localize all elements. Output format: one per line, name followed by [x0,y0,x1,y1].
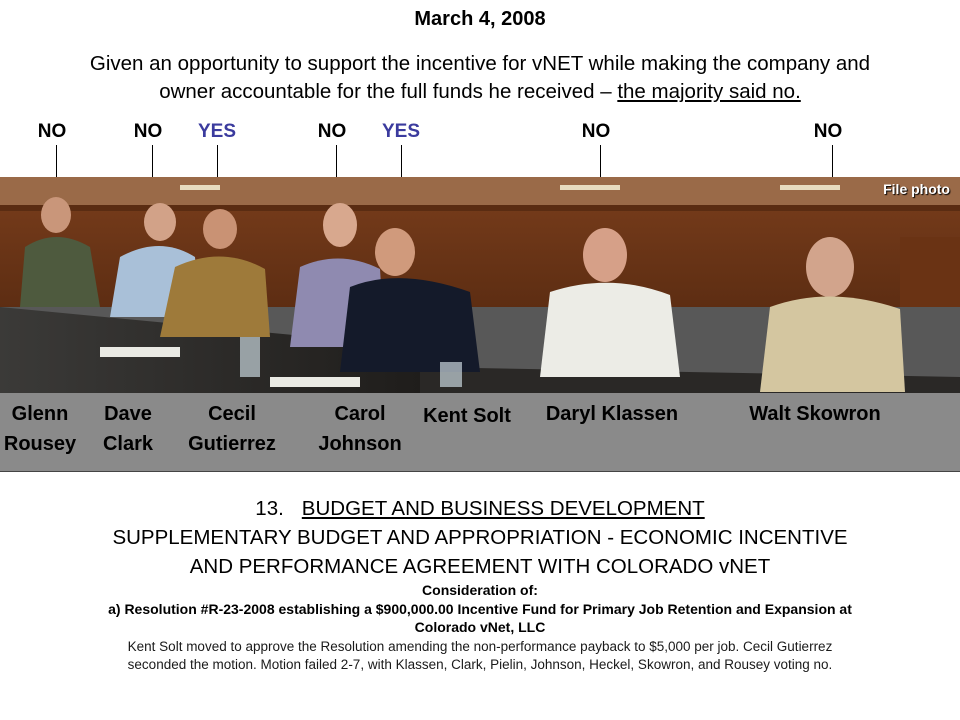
name-label-klassen: Daryl Klassen [545,403,679,425]
vote-pointer [56,145,57,177]
vote-rousey: NO [37,121,67,142]
council-photo-illustration [0,177,960,393]
name-label-rousey: Glenn Rousey [3,403,77,455]
vote-pointer [832,145,833,177]
vote-pointer [152,145,153,177]
resolution-text [0,600,960,636]
agenda-heading [0,494,960,581]
vote-pointer [401,145,402,177]
name-label-skowron: Walt Skowron [749,403,881,425]
agenda-subtitle-line-1: SUPPLEMENTARY BUDGET AND APPROPRIATION - ECONOMIC INCENTIVE [112,526,848,549]
agenda-item-number: 13. [255,497,284,520]
intro-emphasis: the majority said no. [617,80,801,103]
name-label-johnson: Carol Johnson [318,403,402,455]
motion-line-1: Kent Solt moved to approve the Resolution amending the non-performance payback to $5,000 per job. Cecil Gutierrez [127,639,833,654]
date-heading: March 4, 2008 [414,8,546,30]
agenda-item-title-row [0,494,960,523]
intro-text [0,50,960,106]
agenda-item-title: BUDGET AND BUSINESS DEVELOPMENT [301,497,705,520]
vote-solt: YES [381,121,421,142]
name-label-solt: Kent Solt [423,405,511,427]
name-label-clark: Dave Clark [102,403,154,455]
vote-pointer [336,145,337,177]
intro-line-2 [0,78,960,106]
consideration-label: Consideration of: [422,582,538,598]
intro-line-1: Given an opportunity to support the incentive for vNET while making the company and [89,52,871,75]
intro-line-2-lead: owner accountable for the full funds he received – [159,80,618,103]
council-photo [0,177,960,393]
vote-skowron: NO [813,121,843,142]
vote-pointer [217,145,218,177]
motion-line-2: seconded the motion. Motion failed 2-7, with Klassen, Clark, Pielin, Johnson, Heckel, Skowron, and Rousey voting no. [127,657,833,672]
name-label-gutierrez: Cecil Gutierrez [188,403,276,455]
vote-gutierrez: YES [197,121,237,142]
agenda-subtitle-line-2: AND PERFORMANCE AGREEMENT WITH COLORADO vNET [189,555,771,578]
resolution-line-1: a) Resolution #R-23-2008 establishing a $900,000.00 Incentive Fund for Primary Job Retention and Expansion at [108,601,852,617]
motion-text [0,638,960,674]
resolution-line-2: Colorado vNet, LLC [414,619,546,635]
photo-credit: File photo [883,181,950,197]
vote-johnson: NO [317,121,347,142]
vote-pointer [600,145,601,177]
vote-klassen: NO [581,121,611,142]
vote-clark: NO [133,121,163,142]
